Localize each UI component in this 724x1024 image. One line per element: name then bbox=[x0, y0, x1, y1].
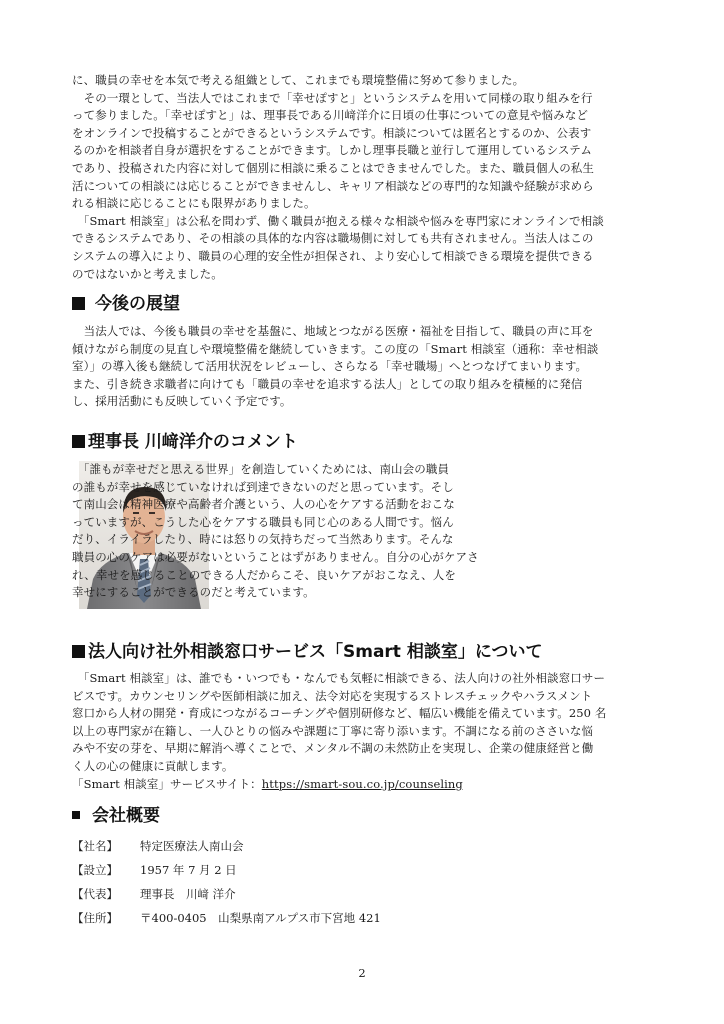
text-line: みや不安の芽を、早期に解消へ導くことで、メンタル不調の未然防止を実現し、企業の健康経営と働 bbox=[72, 741, 594, 756]
text-line: っていますが、こうした心をケアする職員も同じ心のある人間です。悩ん bbox=[72, 514, 454, 529]
text-line: 幸せにすることができるのだと考えています。 bbox=[72, 585, 315, 600]
square-bullet-icon bbox=[72, 435, 85, 448]
text-line: のではないかと考えました。 bbox=[72, 266, 223, 281]
text-line: ビスです。カウンセリングや医師相談に加え、法令対応を実現するストレスチェックやハラスメント bbox=[72, 688, 593, 703]
text-line: 活についての相談には応じることができませんし、キャリア相談などの専門的な知識や経験が求めら bbox=[72, 178, 594, 193]
text-line: く人の心の健康に貢献します。 bbox=[72, 758, 234, 773]
company-info-row bbox=[72, 909, 381, 927]
intro-paragraph bbox=[72, 72, 658, 283]
text-line: 以上の専門家が在籍し、一人ひとりの悩みや課題に丁寧に寄り添います。不調になる前のささいな悩 bbox=[72, 723, 594, 738]
info-value: 〒400-0405 山梨県南アルプス市下宮地 421 bbox=[140, 911, 381, 925]
outlook-paragraph bbox=[72, 323, 658, 411]
text-line: し、採用活動にも反映していく予定です。 bbox=[72, 394, 292, 409]
section-heading-service bbox=[72, 640, 543, 664]
text-line: 当法人では、今後も職員の幸せを基盤に、地域とつながる医療・福祉を目指して、職員の声に耳を bbox=[72, 324, 594, 338]
section-heading-outlook bbox=[72, 292, 180, 316]
comment-paragraph bbox=[72, 461, 658, 602]
text-line: 傾けながら制度の見直しや環境整備を継続していきます。この度の「Smart 相談室（通称：幸せ相談 bbox=[72, 341, 599, 356]
text-line: るのかを相談者自身が選択をすることができます。しかし理事長職と並行して運用しているシステム bbox=[72, 143, 592, 158]
section-heading-comment bbox=[72, 430, 298, 454]
company-info-row bbox=[72, 885, 236, 903]
text-line: だり、イライラしたり、時には怒りの気持ちだって当然あります。そんな bbox=[72, 532, 454, 547]
info-label: 【設立】 bbox=[72, 863, 118, 877]
text-line: 「誰もが幸せだと思える世界」を創造していくためには、南山会の職員 bbox=[72, 462, 450, 476]
text-line: システムの導入により、職員の心理的安全性が担保され、より安心して相談できる環境を提供できる bbox=[72, 248, 594, 263]
info-value: 特定医療法人南山会 bbox=[140, 839, 244, 853]
text-line: 「Smart 相談室」は公私を問わず、働く職員が抱える様々な相談や悩みを専門家にオンラインで相談 bbox=[72, 213, 604, 228]
section-heading-company bbox=[72, 804, 160, 828]
info-label: 【住所】 bbox=[72, 911, 118, 925]
text-line: をオンラインで投稿することができるというシステムです。相談については匿名とするのか、公表す bbox=[72, 125, 592, 140]
text-line: また、引き続き求職者に向けても「職員の幸せを追求する法人」としての取り組みを積極的に発信 bbox=[72, 376, 583, 391]
heading-text: 理事長 川﨑洋介のコメント bbox=[88, 432, 298, 452]
company-info-row bbox=[72, 837, 244, 855]
info-value: 1957 年 7 月 2 日 bbox=[140, 863, 237, 877]
service-site-link[interactable]: https://smart-sou.co.jp/counseling bbox=[261, 776, 463, 791]
text-line: できるシステムであり、その相談の具体的な内容は職場側に対しても共有されません。当法人はこの bbox=[72, 231, 594, 246]
text-line: 室）」の導入後も継続して活用状況をレビューし、さらなる「幸せ職場」へとつなげてまいります。 bbox=[72, 359, 588, 374]
text-line: に、職員の幸せを本気で考える組織として、これまでも環境整備に努めて参りました。 bbox=[72, 73, 525, 87]
page-number: 2 bbox=[358, 966, 366, 980]
text-line: 「Smart 相談室」は、誰でも・いつでも・なんでも気軽に相談できる、法人向けの社外相談窓口サー bbox=[72, 671, 606, 685]
heading-text: 会社概要 bbox=[92, 806, 160, 826]
info-label: 【社名】 bbox=[72, 839, 118, 853]
square-bullet-icon bbox=[72, 297, 85, 310]
service-site-line bbox=[72, 776, 658, 794]
heading-text: 今後の展望 bbox=[95, 294, 180, 314]
text-line: その一環として、当法人ではこれまで「幸せぽすと」というシステムを用いて同様の取り組みを行 bbox=[72, 90, 593, 105]
square-bullet-icon bbox=[72, 811, 80, 819]
service-paragraph bbox=[72, 670, 658, 793]
text-line: って参りました。「幸せぽすと」は、理事長である川﨑洋介に日頃の仕事についての意見や悩みなど bbox=[72, 108, 589, 123]
square-bullet-icon bbox=[72, 645, 85, 658]
text-line: 窓口から人材の開発・育成につながるコーチングや個別研修など、幅広い機能を備えています。250 名 bbox=[72, 706, 607, 721]
heading-text: 法人向け社外相談窓口サービス「Smart 相談室」について bbox=[88, 642, 543, 662]
text-line: の誰もが幸せを感じていなければ到達できないのだと思っています。そし bbox=[72, 479, 454, 494]
company-info-row bbox=[72, 861, 237, 879]
text-line: 職員の心のケアは必要がないということはずがありません。自分の心がケアさ bbox=[72, 549, 479, 564]
text-line: て南山会は精神医療や高齢者介護という、人の心をケアする活動をおこな bbox=[72, 497, 455, 512]
info-label: 【代表】 bbox=[72, 887, 118, 901]
text-line: れ、幸せを感じることのできる人だからこそ、良いケアがおこなえ、人を bbox=[72, 567, 456, 582]
text-line: れる相談に応じることにも限界がありました。 bbox=[72, 196, 316, 211]
text-line: であり、投稿された内容に対して個別に相談に乗ることはできませんでした。また、職員個人の私生 bbox=[72, 160, 594, 175]
info-value: 理事長 川﨑 洋介 bbox=[140, 887, 236, 901]
service-site-label: 「Smart 相談室」サービスサイト： bbox=[72, 776, 262, 791]
